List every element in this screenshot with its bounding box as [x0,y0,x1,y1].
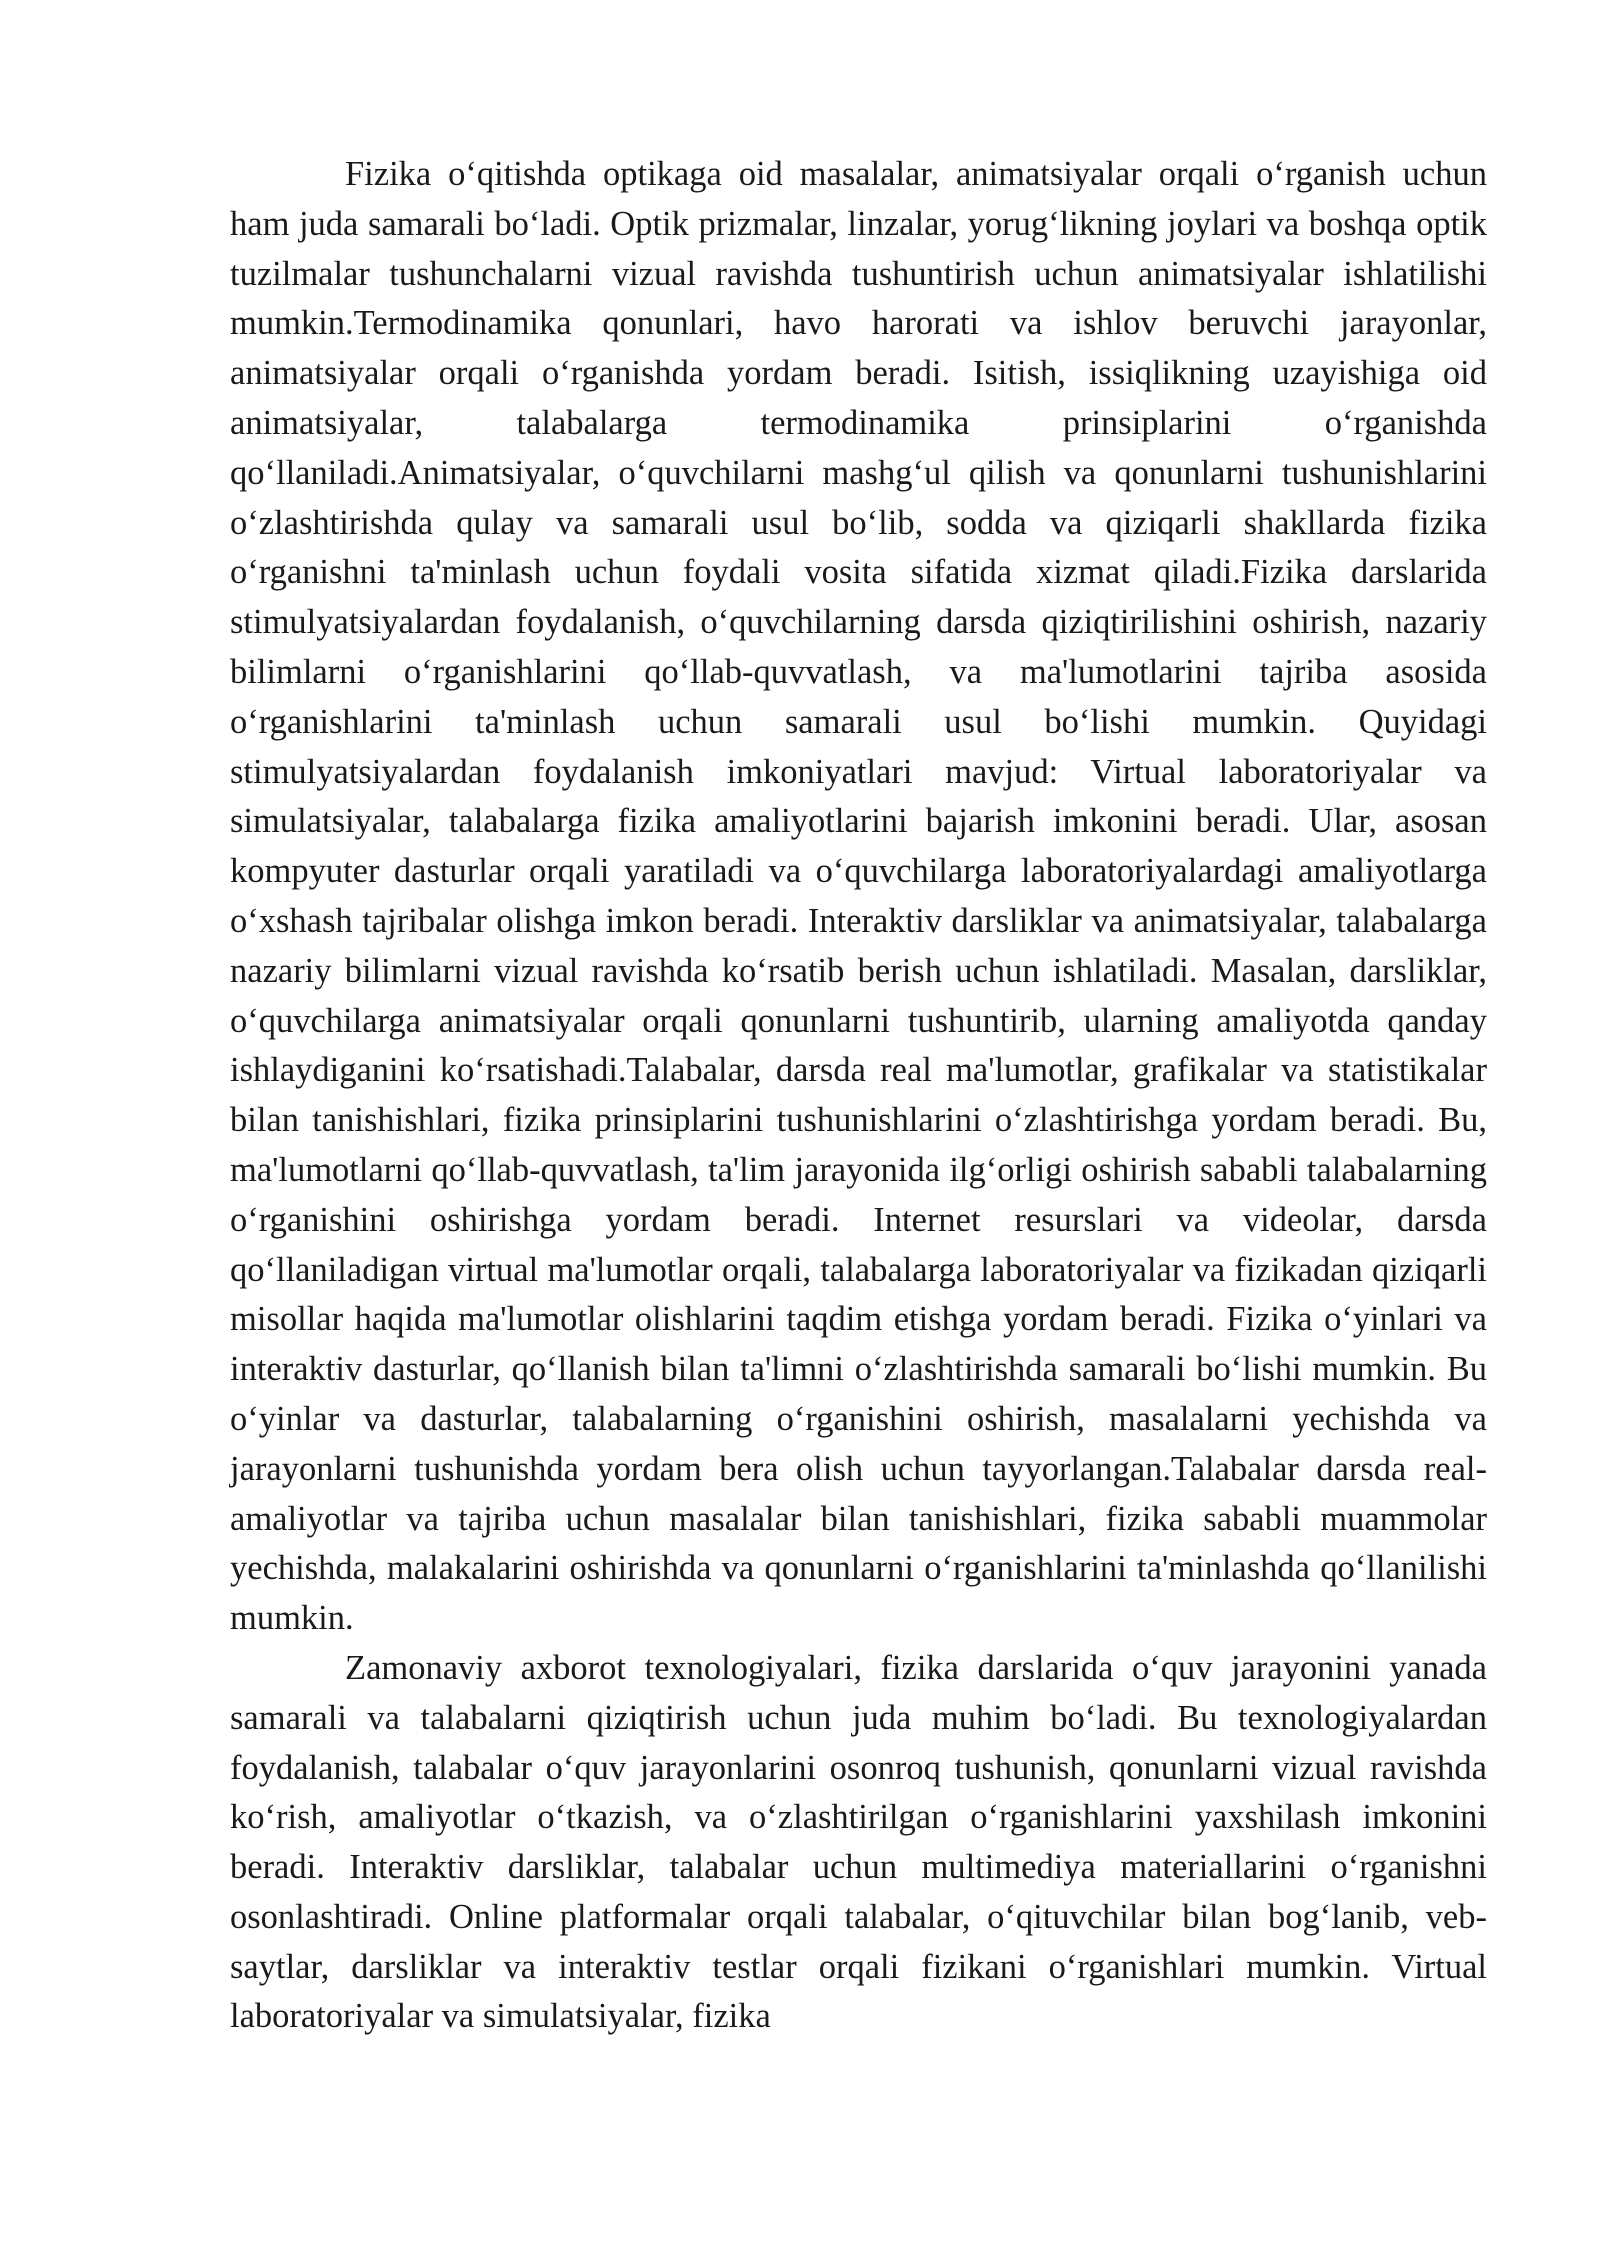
paragraph-animations: Fizika o‘qitishda optikaga oid masalalar, animatsiyalar orqali o‘rganish uchun ham juda samarali bo‘ladi. Optik prizmalar, linzalar, yorug‘likning joylari va boshqa optik tuzilmalar tushunchalarni vizual ravishda tushuntirish uchun animatsiyalar ishlatilishi mumkin.Termodinamika qonunlari, havo harorati va ishlov beruvchi jarayonlar, animatsiyalar orqali o‘rganishda yordam beradi. Isitish, issiqlikning uzayishiga oid animatsiyalar, talabalarga termodinamika prinsiplarini o‘rganishda qo‘llaniladi.Animatsiyalar, o‘quvchilarni mashg‘ul qilish va qonunlarni tushunishlarini o‘zlashtirishda qulay va samarali usul bo‘lib, sodda va qiziqarli shakllarda fizika o‘rganishni ta'minlash uchun foydali vosita sifatida xizmat qiladi.Fizika darslarida stimulyatsiyalardan foydalanish, o‘quvchilarning darsda qiziqtirilishini oshirish, nazariy bilimlarni o‘rganishlarini qo‘llab-quvvatlash, va ma'lumotlarini tajriba asosida o‘rganishlarini ta'minlash uchun samarali usul bo‘lishi mumkin. Quyidagi stimulyatsiyalardan foydalanish imkoniyatlari mavjud: Virtual laboratoriyalar va simulatsiyalar, talabalarga fizika amaliyotlarini bajarish imkonini beradi. Ular, asosan kompyuter dasturlar orqali yaratiladi va o‘quvchilarga laboratoriyalardagi amaliyotlarga o‘xshash tajribalar olishga imkon beradi. Interaktiv darsliklar va animatsiyalar, talabalarga nazariy bilimlarni vizual ravishda ko‘rsatib berish uchun ishlatiladi. Masalan, darsliklar, o‘quvchilarga animatsiyalar orqali qonunlarni tushuntirib, ularning amaliyotda qanday ishlaydiganini ko‘rsatishadi.Talabalar, darsda real ma'lumotlar, grafikalar va statistikalar bilan tanishishlari, fizika prinsiplarini tushunishlarini o‘zlashtirishga yordam beradi. Bu, ma'lumotlarni qo‘llab-quvvatlash, ta'lim jarayonida ilg‘orligi oshirish sababli talabalarning o‘rganishini oshirishga yordam beradi. Internet resurslari va videolar, darsda qo‘llaniladigan virtual ma'lumotlar orqali, talabalarga laboratoriyalar va fizikadan qiziqarli misollar haqida ma'lumotlar olishlarini taqdim etishga yordam beradi. Fizika o‘yinlari va interaktiv dasturlar, qo‘llanish bilan ta'limni o‘zlashtirishda samarali bo‘lishi mumkin. Bu o‘yinlar va dasturlar, talabalarning o‘rganishini oshirish, masalalarni yechishda va jarayonlarni tushunishda yordam bera olish uchun tayyorlangan.Talabalar darsda real-amaliyotlar va tajriba uchun masalalar bilan tanishishlari, fizika sababli muammolar yechishda, malakalarini oshirishda va qonunlarni o‘rganishlarini ta'minlashda qo‘llanilishi mumkin. [230,155,1487,1638]
paragraph-modern-technologies: Zamonaviy axborot texnologiyalari, fizika darslarida o‘quv jarayonini yanada samarali va talabalarni qiziqtirish uchun juda muhim bo‘ladi. Bu texnologiyalardan foydalanish, talabalar o‘quv jarayonlarini osonroq tushunish, qonunlarni vizual ravishda ko‘rish, amaliyotlar o‘tkazish, va o‘zlashtirilgan o‘rganishlarini yaxshilash imkonini beradi. Interaktiv darsliklar, talabalar uchun multimediya materiallarini o‘rganishni osonlashtiradi. Online platformalar orqali talabalar, o‘qituvchilar bilan bog‘lanib, veb-saytlar, darsliklar va interaktiv testlar orqali fizikani o‘rganishlari mumkin. Virtual laboratoriyalar va simulatsiyalar, fizika [230,1648,1487,2036]
document-page [230,150,1487,2042]
